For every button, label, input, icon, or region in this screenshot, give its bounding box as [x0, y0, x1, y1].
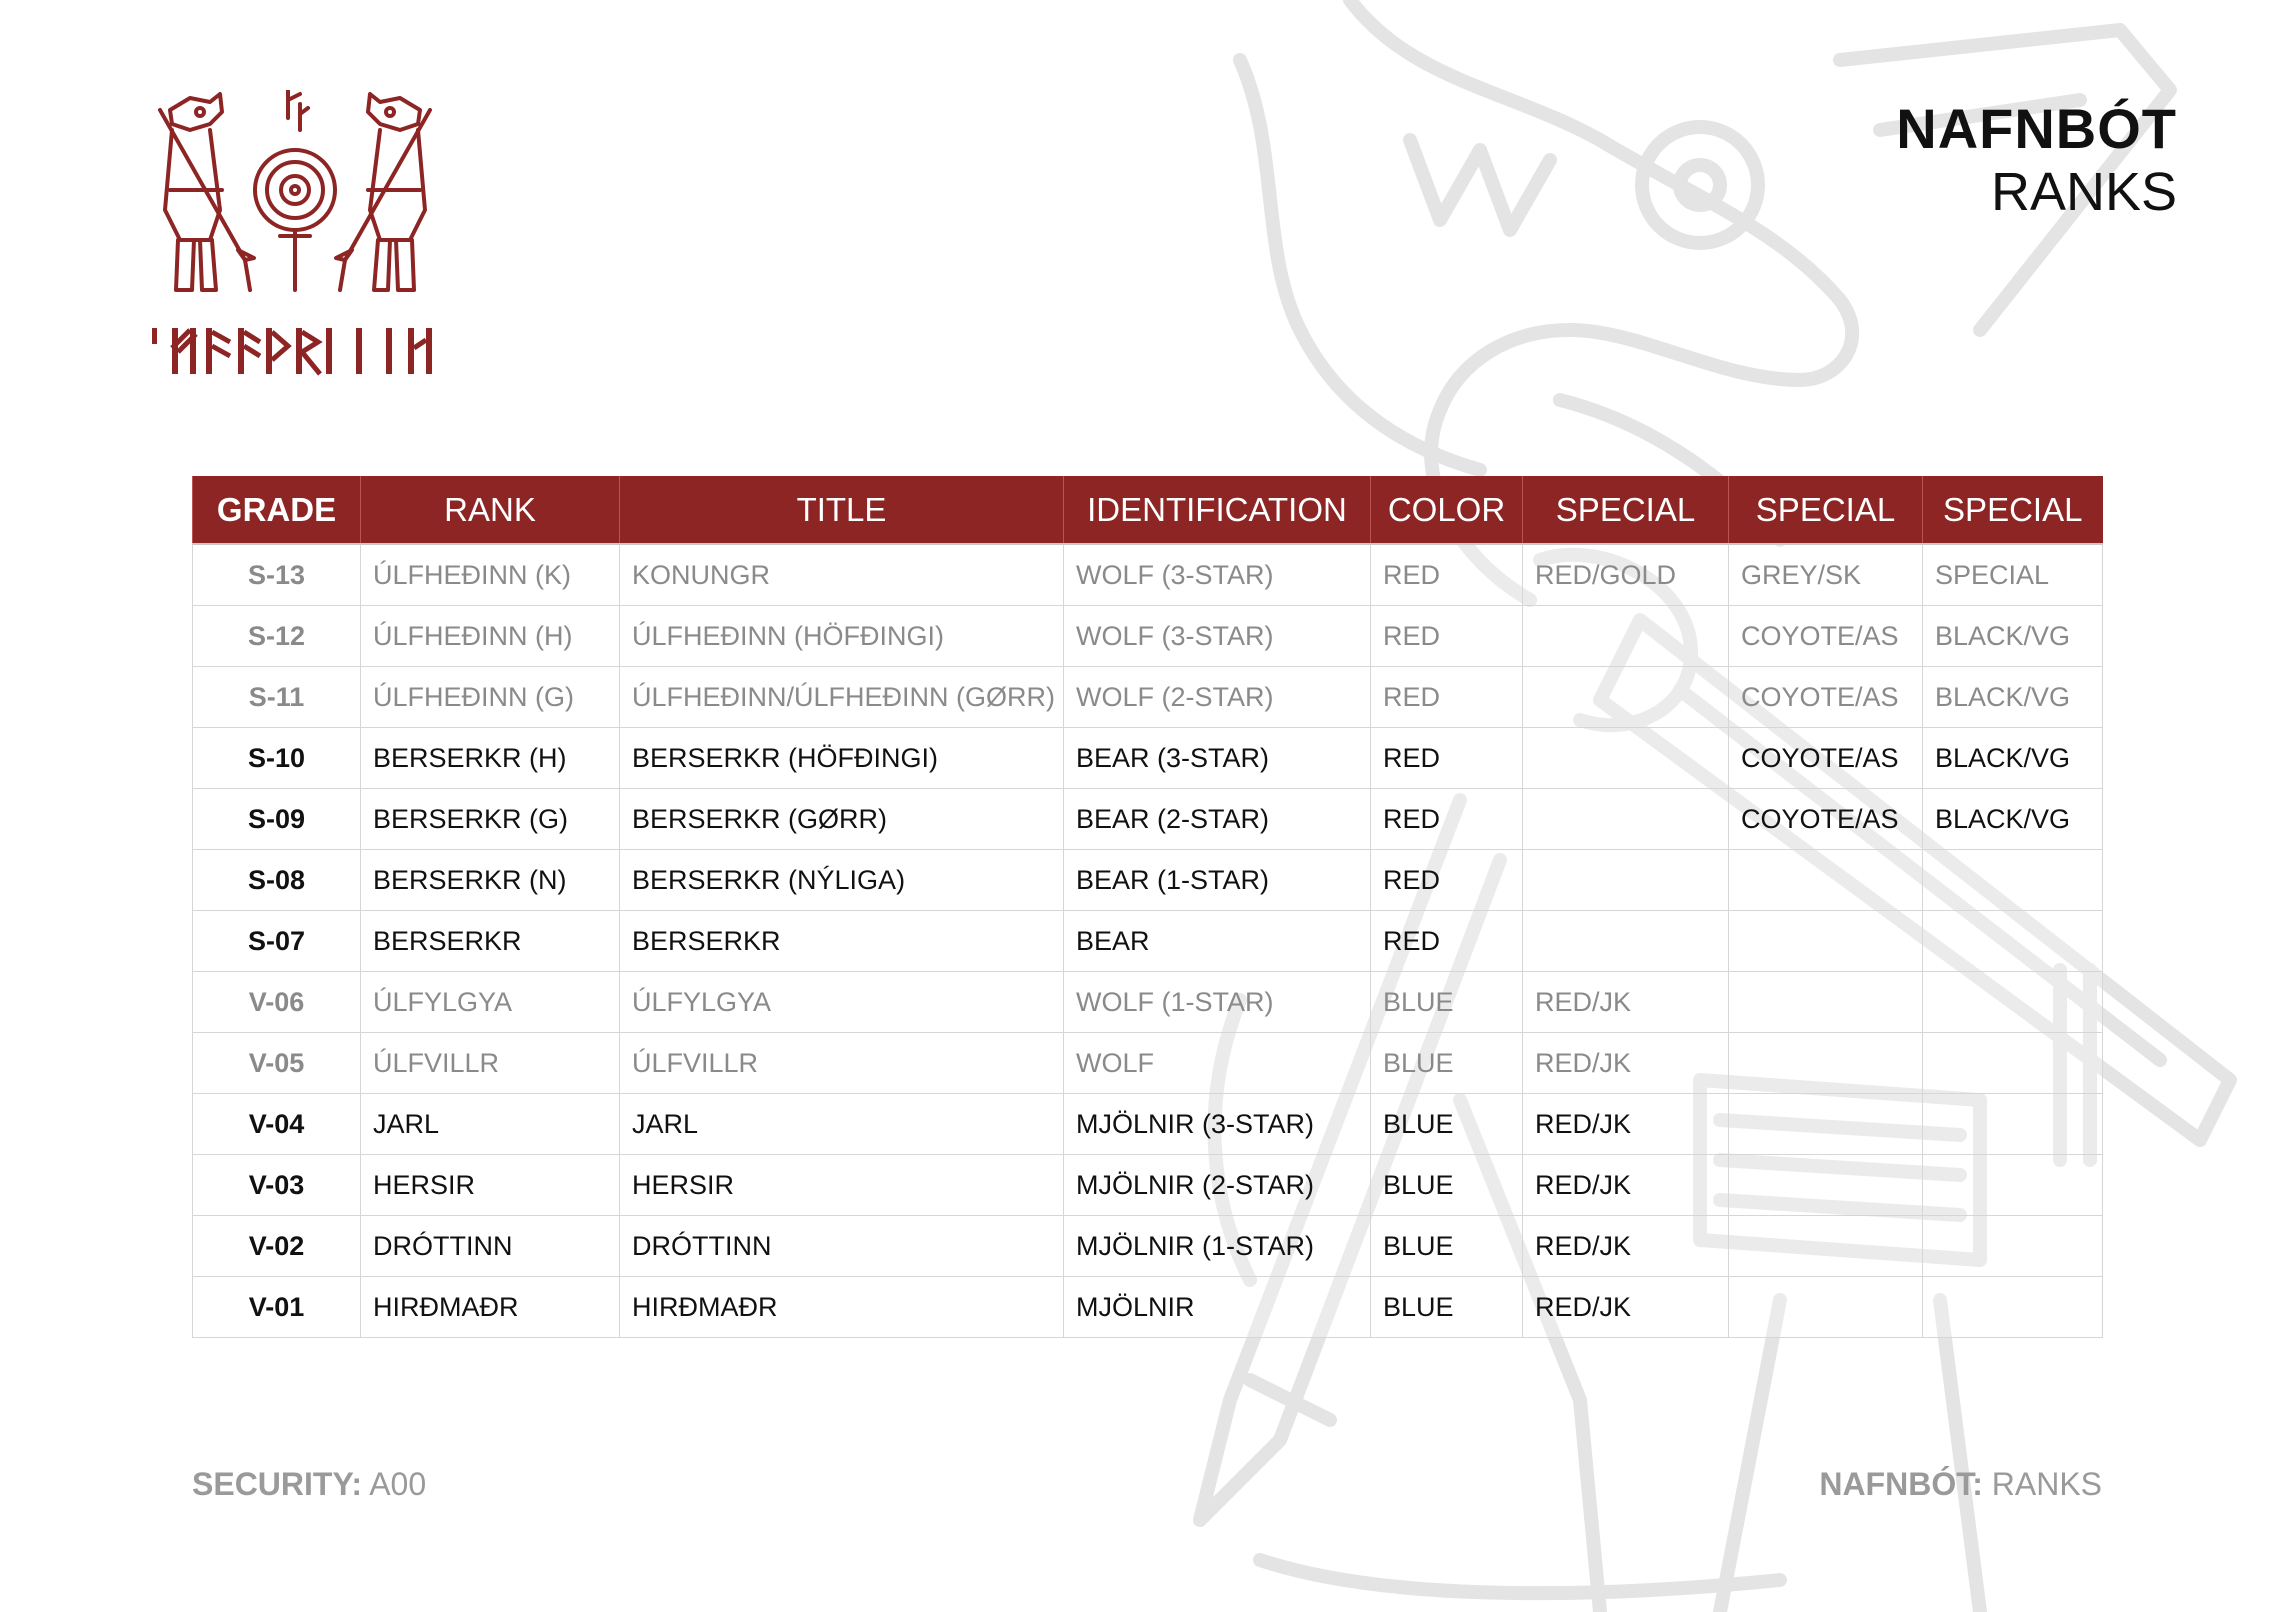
cell-identification: MJÖLNIR (1-STAR) [1064, 1216, 1371, 1277]
cell-special-3 [1923, 1216, 2103, 1277]
cell-special-2: COYOTE/AS [1729, 667, 1923, 728]
cell-special-1: RED/JK [1523, 1094, 1729, 1155]
cell-identification: MJÖLNIR (2-STAR) [1064, 1155, 1371, 1216]
cell-special-1 [1523, 789, 1729, 850]
column-header-special-3: SPECIAL [1923, 476, 2103, 544]
table-row [193, 1277, 2103, 1338]
table-row [193, 728, 2103, 789]
cell-special-2 [1729, 1155, 1923, 1216]
cell-rank: BERSERKR (H) [361, 728, 620, 789]
cell-special-1 [1523, 911, 1729, 972]
cell-special-3: BLACK/VG [1923, 606, 2103, 667]
table-row [193, 1033, 2103, 1094]
cell-special-1 [1523, 850, 1729, 911]
column-header-identification: IDENTIFICATION [1064, 476, 1371, 544]
table-row [193, 1155, 2103, 1216]
cell-identification: WOLF [1064, 1033, 1371, 1094]
cell-special-3 [1923, 850, 2103, 911]
brand-logo [150, 90, 440, 380]
table-row [193, 544, 2103, 606]
cell-rank: JARL [361, 1094, 620, 1155]
table-row [193, 850, 2103, 911]
column-header-title: TITLE [620, 476, 1064, 544]
cell-rank: HIRÐMAÐR [361, 1277, 620, 1338]
cell-color: BLUE [1371, 1216, 1523, 1277]
cell-special-2 [1729, 850, 1923, 911]
cell-special-2: GREY/SK [1729, 544, 1923, 606]
section-label: NAFNBÓT: [1819, 1466, 1983, 1502]
cell-rank: BERSERKR (N) [361, 850, 620, 911]
cell-title: BERSERKR (HÖFÐINGI) [620, 728, 1064, 789]
cell-special-2: COYOTE/AS [1729, 606, 1923, 667]
cell-title: BERSERKR (GØRR) [620, 789, 1064, 850]
cell-identification: BEAR [1064, 911, 1371, 972]
cell-color: RED [1371, 911, 1523, 972]
page-title: NAFNBÓT [1896, 97, 2177, 160]
security-label: SECURITY: [192, 1466, 363, 1502]
cell-special-2 [1729, 1033, 1923, 1094]
cell-title: BERSERKR (NÝLIGA) [620, 850, 1064, 911]
cell-rank: ÚLFHEÐINN (G) [361, 667, 620, 728]
cell-special-1 [1523, 667, 1729, 728]
cell-identification: WOLF (1-STAR) [1064, 972, 1371, 1033]
cell-special-1 [1523, 606, 1729, 667]
cell-special-2 [1729, 1216, 1923, 1277]
ranks-table [192, 476, 2103, 1338]
cell-title: JARL [620, 1094, 1064, 1155]
column-header-special-1: SPECIAL [1523, 476, 1729, 544]
cell-identification: BEAR (2-STAR) [1064, 789, 1371, 850]
cell-special-3: BLACK/VG [1923, 728, 2103, 789]
cell-grade: V-05 [193, 1033, 361, 1094]
cell-special-3 [1923, 1277, 2103, 1338]
cell-special-2: COYOTE/AS [1729, 728, 1923, 789]
cell-identification: MJÖLNIR (3-STAR) [1064, 1094, 1371, 1155]
cell-identification: WOLF (2-STAR) [1064, 667, 1371, 728]
cell-title: KONUNGR [620, 544, 1064, 606]
cell-title: HERSIR [620, 1155, 1064, 1216]
cell-special-1: RED/JK [1523, 1216, 1729, 1277]
cell-rank: ÚLFYLGYA [361, 972, 620, 1033]
cell-special-3 [1923, 972, 2103, 1033]
cell-special-3 [1923, 1155, 2103, 1216]
cell-title: BERSERKR [620, 911, 1064, 972]
cell-special-2 [1729, 1277, 1923, 1338]
section-footer [1819, 1466, 2102, 1503]
column-header-color: COLOR [1371, 476, 1523, 544]
cell-rank: BERSERKR (G) [361, 789, 620, 850]
cell-title: ÚLFHEÐINN/ÚLFHEÐINN (GØRR) [620, 667, 1064, 728]
security-footer [192, 1466, 426, 1503]
cell-grade: S-11 [193, 667, 361, 728]
cell-special-3: BLACK/VG [1923, 789, 2103, 850]
cell-special-1: RED/JK [1523, 972, 1729, 1033]
cell-title: ÚLFVILLR [620, 1033, 1064, 1094]
cell-grade: V-06 [193, 972, 361, 1033]
cell-special-1: RED/JK [1523, 1277, 1729, 1338]
cell-color: BLUE [1371, 1155, 1523, 1216]
cell-grade: V-02 [193, 1216, 361, 1277]
cell-color: BLUE [1371, 1277, 1523, 1338]
table-row [193, 911, 2103, 972]
cell-grade: S-09 [193, 789, 361, 850]
cell-color: BLUE [1371, 1094, 1523, 1155]
table-row [193, 606, 2103, 667]
cell-color: RED [1371, 789, 1523, 850]
cell-title: ÚLFHEÐINN (HÖFÐINGI) [620, 606, 1064, 667]
cell-rank: BERSERKR [361, 911, 620, 972]
page-subtitle: RANKS [1990, 162, 2177, 222]
table-header-row [193, 476, 2103, 544]
cell-color: RED [1371, 728, 1523, 789]
cell-identification: WOLF (3-STAR) [1064, 544, 1371, 606]
cell-color: RED [1371, 850, 1523, 911]
column-header-grade: GRADE [193, 476, 361, 544]
cell-special-1: RED/JK [1523, 1033, 1729, 1094]
cell-special-2: COYOTE/AS [1729, 789, 1923, 850]
cell-color: RED [1371, 667, 1523, 728]
page-heading [1896, 98, 2177, 224]
cell-special-3 [1923, 1033, 2103, 1094]
cell-special-2 [1729, 911, 1923, 972]
cell-special-3: SPECIAL [1923, 544, 2103, 606]
cell-special-3: BLACK/VG [1923, 667, 2103, 728]
cell-color: RED [1371, 544, 1523, 606]
cell-grade: S-12 [193, 606, 361, 667]
cell-color: RED [1371, 606, 1523, 667]
cell-identification: BEAR (3-STAR) [1064, 728, 1371, 789]
logo-runic-text: ᛁᛉᚨᚨᚦᚱᛁᚾ [150, 90, 155, 91]
cell-title: ÚLFYLGYA [620, 972, 1064, 1033]
column-header-special-2: SPECIAL [1729, 476, 1923, 544]
table-row [193, 789, 2103, 850]
cell-grade: S-10 [193, 728, 361, 789]
table-row [193, 972, 2103, 1033]
cell-title: DRÓTTINN [620, 1216, 1064, 1277]
cell-rank: ÚLFVILLR [361, 1033, 620, 1094]
table-row [193, 667, 2103, 728]
cell-special-2 [1729, 1094, 1923, 1155]
section-value: RANKS [1991, 1466, 2102, 1502]
cell-special-1: RED/GOLD [1523, 544, 1729, 606]
cell-grade: S-13 [193, 544, 361, 606]
cell-color: BLUE [1371, 972, 1523, 1033]
cell-color: BLUE [1371, 1033, 1523, 1094]
cell-rank: ÚLFHEÐINN (K) [361, 544, 620, 606]
cell-special-3 [1923, 1094, 2103, 1155]
cell-identification: BEAR (1-STAR) [1064, 850, 1371, 911]
cell-special-1 [1523, 728, 1729, 789]
cell-rank: HERSIR [361, 1155, 620, 1216]
cell-special-1: RED/JK [1523, 1155, 1729, 1216]
table-row [193, 1216, 2103, 1277]
cell-special-3 [1923, 911, 2103, 972]
column-header-rank: RANK [361, 476, 620, 544]
cell-special-2 [1729, 972, 1923, 1033]
cell-grade: V-03 [193, 1155, 361, 1216]
security-value: A00 [369, 1466, 427, 1502]
cell-title: HIRÐMAÐR [620, 1277, 1064, 1338]
cell-rank: DRÓTTINN [361, 1216, 620, 1277]
table-row [193, 1094, 2103, 1155]
cell-grade: V-04 [193, 1094, 361, 1155]
cell-grade: S-08 [193, 850, 361, 911]
cell-identification: WOLF (3-STAR) [1064, 606, 1371, 667]
cell-rank: ÚLFHEÐINN (H) [361, 606, 620, 667]
cell-identification: MJÖLNIR [1064, 1277, 1371, 1338]
cell-grade: V-01 [193, 1277, 361, 1338]
cell-grade: S-07 [193, 911, 361, 972]
